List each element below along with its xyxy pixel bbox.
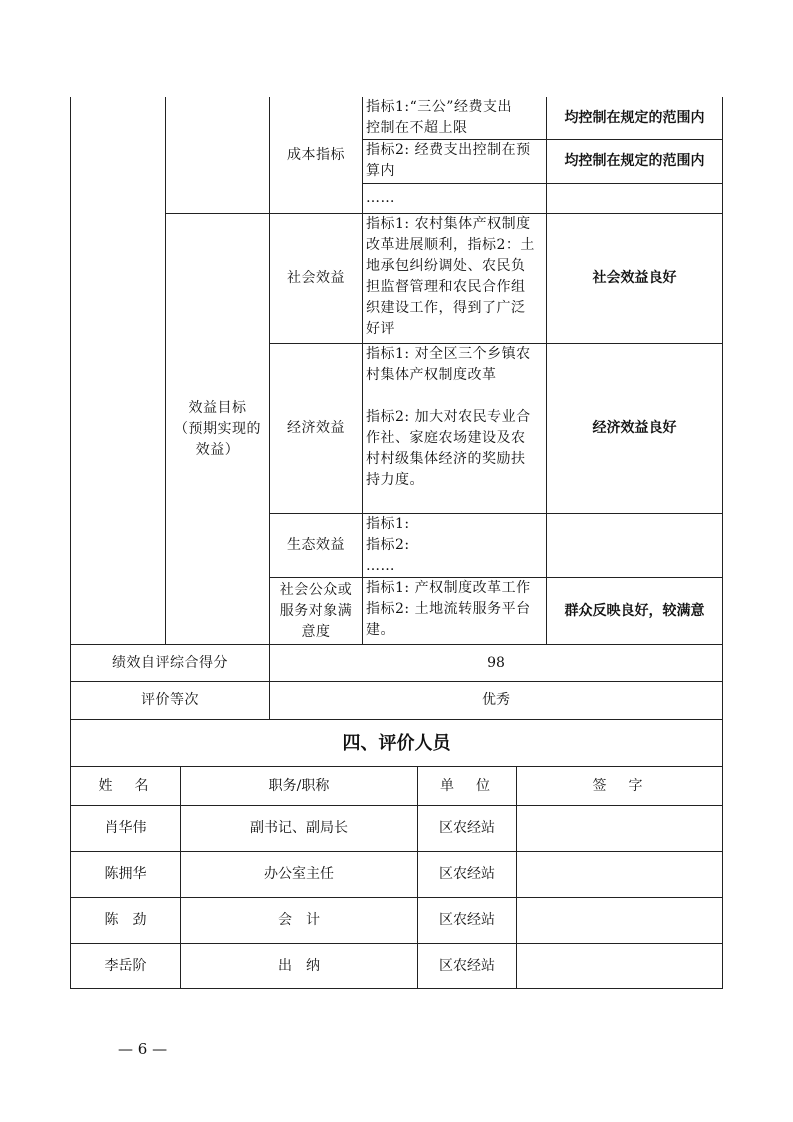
staff-header-name: 姓 名	[98, 777, 153, 794]
cost-indicator-more: ……	[366, 190, 395, 206]
staff-header-unit: 单 位	[440, 777, 494, 794]
benefit-target-label-line2: （预期实现的	[174, 420, 261, 437]
staff-header-sign: 签 字	[592, 777, 647, 794]
grade-value: 优秀	[482, 692, 510, 708]
satisfaction-label	[270, 578, 362, 644]
benefit-target-label-line3: 效益）	[195, 441, 240, 458]
page-number: — 6 —	[118, 1040, 168, 1058]
staff-row-1-name: 肖华伟	[104, 820, 147, 836]
social-benefit-result: 社会效益良好	[592, 270, 677, 286]
cost-indicator-label: 成本指标	[287, 146, 345, 163]
satisfaction-text: 指标1: 产权制度改革工作 指标2: 土地流转服务平台 建。	[366, 580, 531, 638]
cost-indicator-2-result: 均控制在规定的范围内	[564, 153, 705, 169]
ecological-benefit-result	[547, 514, 722, 577]
staff-row-3-unit: 区农经站	[439, 912, 495, 928]
economic-benefit-result: 经济效益良好	[592, 420, 677, 436]
cost-indicator-1-result: 均控制在规定的范围内	[564, 109, 705, 126]
staff-row-4-sign	[517, 944, 722, 988]
staff-row-1-title: 副书记、副局长	[250, 820, 348, 836]
satisfaction-label-line3: 意度	[301, 623, 331, 640]
staff-row-3-sign	[517, 898, 722, 943]
ecological-benefit-label: 生态效益	[287, 537, 345, 553]
ecological-benefit-text: 指标1: 指标2: ……	[366, 516, 410, 574]
economic-benefit-text: 指标1: 对全区三个乡镇农 村集体产权制度改革 指标2: 加大对农民专业合 作社、家庭农场建设及农 村村级集体经济的奖励扶 持力度。	[366, 346, 531, 488]
economic-benefit-label: 经济效益	[287, 420, 345, 436]
satisfaction-result: 群众反映良好，较满意	[564, 602, 705, 619]
cost-indicator-2-text: 指标2: 经费支出控制在预 算内	[366, 142, 531, 179]
satisfaction-label-line2: 服务对象满	[279, 602, 353, 619]
staff-row-2-sign	[517, 852, 722, 897]
staff-row-2-name: 陈拥华	[104, 866, 147, 882]
staff-row-1-unit: 区农经站	[439, 820, 495, 836]
score-value: 98	[487, 654, 505, 671]
cost-indicator-1-text: 指标1:“三公”经费支出 控制在不超上限	[366, 99, 512, 136]
staff-row-4-title: 出 纳	[278, 957, 320, 974]
section-title: 四、评价人员	[342, 732, 451, 754]
score-label: 绩效自评综合得分	[112, 654, 228, 671]
staff-header-title: 职务/职称	[268, 777, 330, 794]
staff-row-4-name: 李岳阶	[104, 957, 147, 974]
staff-row-2-unit: 区农经站	[439, 866, 495, 882]
staff-row-1-sign	[517, 806, 722, 851]
social-benefit-text: 指标1: 农村集体产权制度 改革进展顺利，指标2：土 地承包纠纷调处、农民负 担监督管理和农民合作组 织建设工作，得到了广泛 好评	[366, 216, 535, 337]
grade-label: 评价等次	[141, 692, 199, 708]
staff-row-3-title: 会 计	[278, 912, 320, 928]
staff-row-2-title: 办公室主任	[264, 866, 334, 882]
staff-row-3-name: 陈 劲	[104, 912, 147, 928]
social-benefit-label: 社会效益	[287, 270, 345, 286]
satisfaction-label-line1: 社会公众或	[279, 581, 353, 598]
staff-row-4-unit: 区农经站	[439, 957, 495, 974]
benefit-target-label	[166, 214, 269, 644]
benefit-target-label-line1: 效益目标	[188, 399, 247, 416]
